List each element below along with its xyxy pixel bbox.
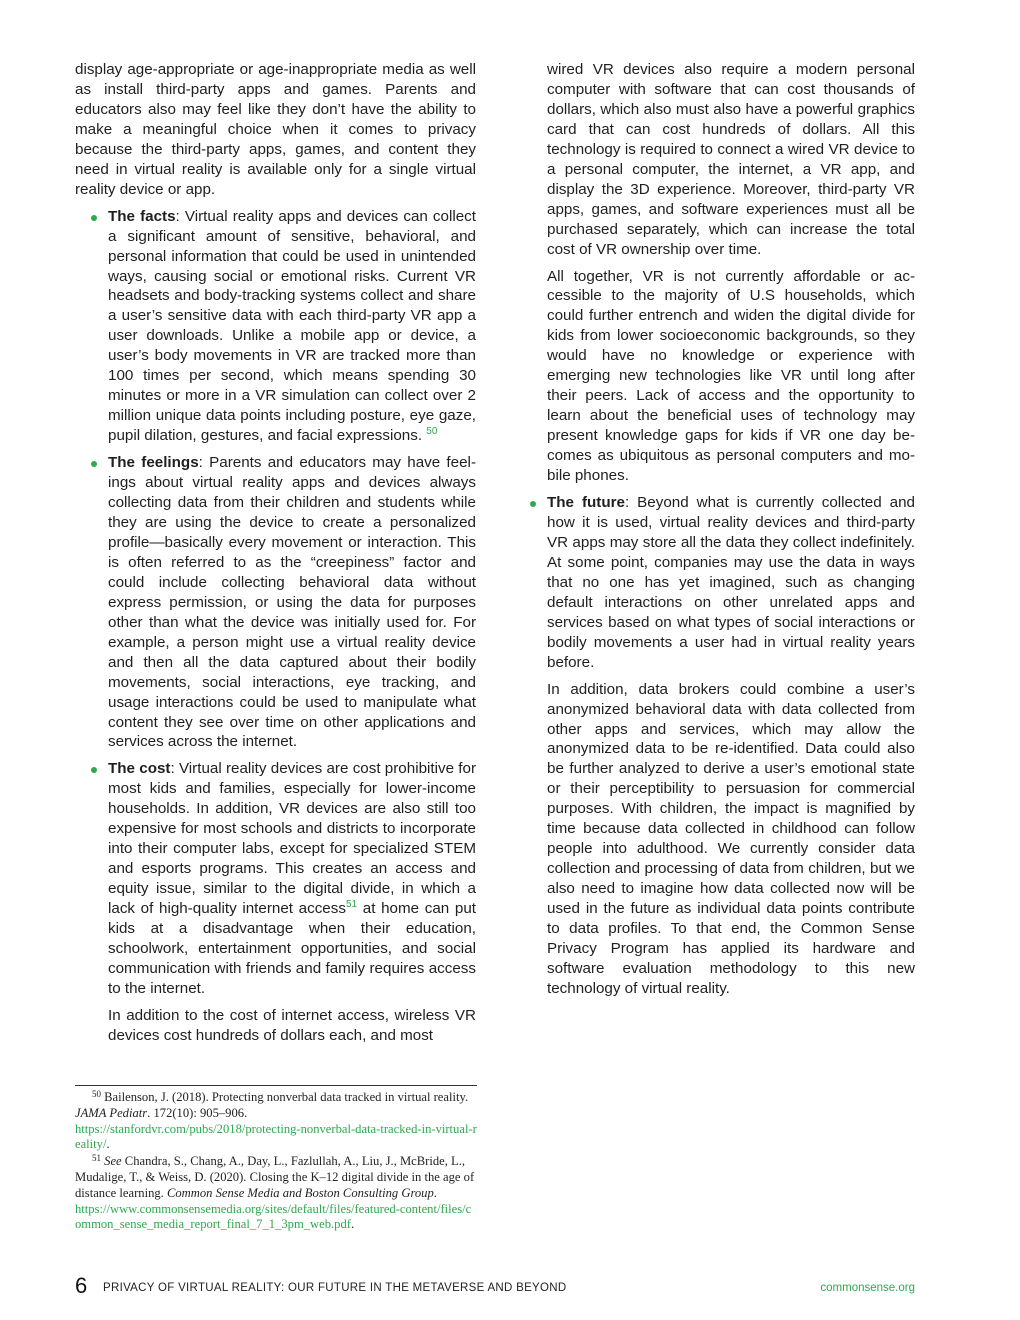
footnote: [75, 1090, 477, 1153]
bullet-lead: The feelings: [108, 454, 199, 472]
bullet-text: : Parents and educators may have feelings about virtual reality apps and devices always collecting data from their children and students while they are using the device to create a personalized profile—basically every movement or interaction. This is often referred to as the “creepiness” factor and could include collecting behavioral data without express permission, or using the data for purposes other than what the device was initially used for. For example, a person might use a virtual reality device and then all the data captured about their bodily movements, social interactions, eye tracking, and usage interactions could be used to manipulate what content they see over time on other applications and services across the internet.: [108, 454, 476, 751]
footnote: [75, 1154, 477, 1233]
bullet-the-facts: [108, 207, 476, 446]
body-paragraph: wired VR devices also require a modern personal computer with software that can cost thousands of dollars, which also must also have a powerful graphics card that can cost hundreds of dollars. All this technology is required to connect a wired VR device to a personal computer, the internet, a VR app, and display the 3D experience. Moreover, third-party VR apps, games, and software experiences must all be purchased separately, which can increase the total cost of VR ownership over time.: [547, 61, 915, 258]
bullet-list: [75, 207, 476, 999]
bullet-lead: The facts: [108, 207, 176, 225]
bullet-dot-icon: [91, 461, 97, 467]
bullet-lead: The cost: [108, 760, 171, 778]
footnote-link[interactable]: https://www.commonsensemedia.org/sites/default/files/featured-content/files/common_sense_media_report_final_7_1_3pm_web.pdf: [75, 1201, 472, 1232]
bullet-text: : Beyond what is currently collected and how it is used, virtual reality devices and third-party VR apps may store all the data they collect indefinitely. At some point, companies may use the data in ways that no one has yet imagined, such as changing default interactions on other unrelated apps and services based on what types of social interactions or bodily movements a user had in virtual reality years before.: [547, 494, 915, 671]
running-title: PRIVACY OF VIRTUAL REALITY: OUR FUTURE IN THE METAVERSE AND BEYOND: [103, 1282, 567, 1294]
bullet-lead: The future: [547, 494, 625, 512]
continuation-paragraph: In addition to the cost of internet access, wireless VR devices cost hundreds of dollars each, and most: [108, 1006, 476, 1044]
footnote-journal: JAMA Pediatr: [75, 1105, 148, 1120]
footnote-ref[interactable]: 51: [345, 899, 358, 911]
bullet-the-future: [547, 493, 915, 673]
bullet-text: : Virtual reality apps and devices can collect a significant amount of sensitive, behavioral, and personal information that could be used in unintended ways, causing social or emotional risks. Current VR headsets and body-tracking systems collect and share a user’s sensitive data with each third-party VR app a user downloads. Unlike a mobile app or device, a user’s body movements in VR are tracked more than 100 times per second, which means spending 30 minutes or more in a VR simulation can collect over 2 million unique data points including posture, eye gaze, pupil dilation, gestures, and facial expressions.: [108, 207, 476, 445]
footnote-ref[interactable]: 50: [426, 426, 438, 438]
intro-paragraph: display age-appropriate or age-inappropriate media as well as install third-party apps and games. Parents and educators also may feel like they don’t have the ability to make a meaningful choice when it comes to privacy because the third-party apps, games, and content they need in virtual reality is available only for a single virtual reality device or app.: [75, 61, 476, 198]
bullet-text: : Virtual reality devices are cost prohibitive for most kids and families, especially for lower-income households. In addition, VR devices are also still too expensive for most schools and districts to incorporate into their computer labs, except for specialized STEM and esports programs. This creates an access and equity issue, similar to the digital divide, in which a lack of high-quality internet access: [108, 760, 476, 918]
footnote-number: 51: [92, 1153, 101, 1164]
right-column: [547, 60, 915, 1006]
body-paragraph: All together, VR is not currently affordable or accessible to the majority of U.S households, which could further entrench and widen the digital divide for kids from lower socioeconomic backgrounds, so they would have no knowledge or experience with emerging new technologies like VR until long after their peers. Lack of access and the opportunity to learn about the beneficial uses of technology may present knowledge gaps for kids if VR one day becomes as ubiquitous as personal computers and mobile phones.: [547, 267, 915, 485]
bullet-dot-icon: [91, 767, 97, 773]
page-number: 6: [75, 1273, 88, 1298]
footnote-see: See: [104, 1154, 122, 1169]
bullet-the-feelings: [108, 453, 476, 752]
bullet-dot-icon: [530, 501, 536, 507]
left-column: [75, 60, 476, 1046]
page-footer: [75, 1273, 915, 1303]
footnote-number: 50: [92, 1089, 101, 1099]
bullet-list: [547, 493, 915, 673]
footnote-link[interactable]: https://stanfordvr.com/pubs/2018/protecting-nonverbal-data-tracked-in-virtual-reality/: [75, 1121, 477, 1152]
bullet-dot-icon: [91, 215, 97, 221]
footnote-end: .: [350, 1217, 355, 1232]
footnote-text: . 172(10): 905–906.: [147, 1105, 248, 1120]
footnotes: [75, 1085, 477, 1234]
bullet-text: at home can put kids at a disadvantage when their education, schoolwork, entertainment opportunities, and social communication with friends and family requires access to the internet.: [108, 900, 477, 997]
footnote-text: Bailenson, J. (2018). Protecting nonverbal data tracked in virtual reality.: [101, 1090, 469, 1104]
footnote-text: .: [433, 1185, 437, 1200]
footnote-journal: Common Sense Media and Boston Consulting Group: [166, 1185, 434, 1200]
body-paragraph: In addition, data brokers could combine a user’s anonymized behavioral data with data collected from other apps and services, which may allow the anonymized data to be re-identified. Data could also be further analyzed to derive a user’s emotional state or their perceptibility to persuasion for commercial purposes. With children, the impact is magnified by time because data collected in childhood can follow people into adulthood. We currently consider data collection and processing of data from children, but we also need to imagine how data collected now will be used in the future as individual data points contribute to data profiles. To that end, the Common Sense Privacy Program has applied its hardware and software evaluation methodology to this new technology of virtual reality.: [547, 680, 915, 997]
footnote-text: Chandra, S., Chang, A., Day, L., Fazlullah, A., Liu, J., McBride, L., Mudalige, T., & Weiss, D. (2020). Closing the K–12 digital divide in the age of distance learning.: [75, 1154, 475, 1200]
bullet-the-cost: [108, 759, 476, 998]
site-link[interactable]: commonsense.org: [820, 1282, 915, 1294]
footnote-end: .: [106, 1137, 110, 1152]
